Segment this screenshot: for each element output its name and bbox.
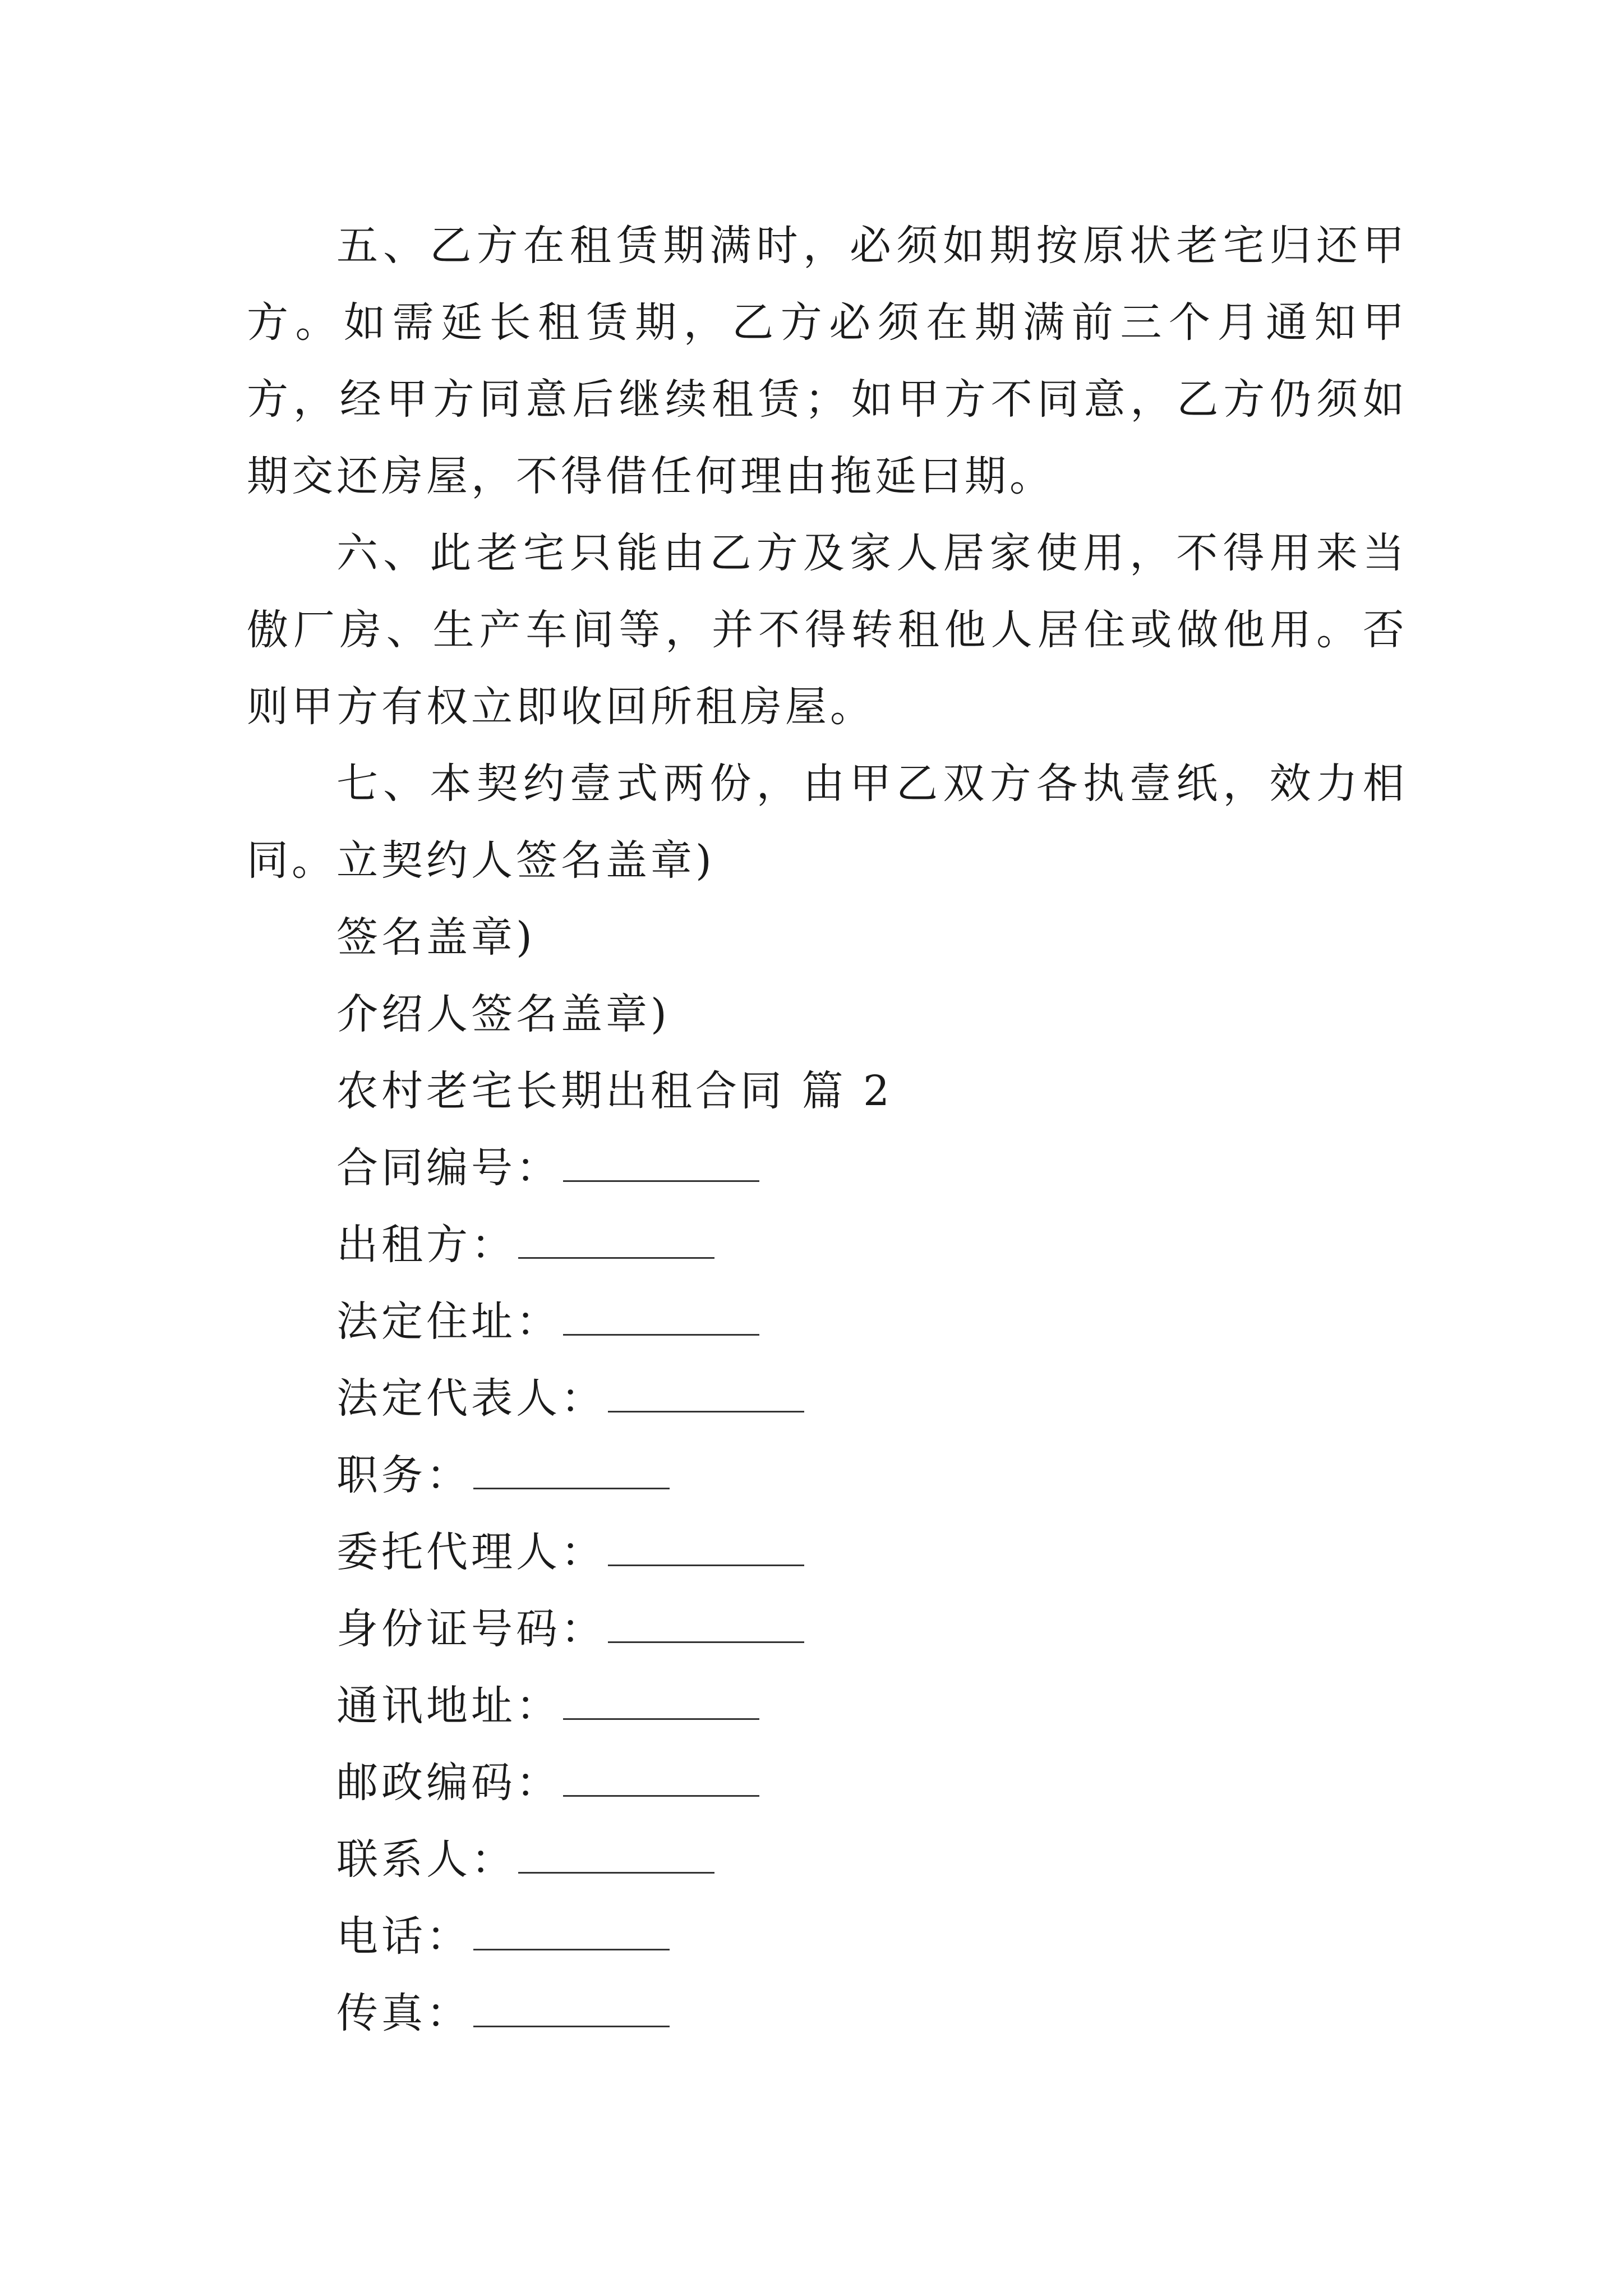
clause-five: 五、乙方在租赁期满时，必须如期按原状老宅归还甲方。如需延长租赁期，乙方必须在期满前三个月通知甲方，经甲方同意后继续租赁；如甲方不同意，乙方仍须如期交还房屋，不得借任何理由拖延曰期。	[247, 222, 1408, 500]
field-contact	[336, 1821, 714, 1898]
field-label: 合同编号：	[336, 1144, 561, 1192]
field-label: 职务：	[336, 1451, 471, 1499]
field-id-no	[336, 1591, 804, 1668]
field-mail-address	[336, 1668, 759, 1745]
field-position	[336, 1437, 670, 1514]
field-postcode	[336, 1745, 759, 1821]
fill-blank	[473, 1990, 670, 2027]
signature-line: 签名盖章)	[336, 913, 536, 961]
fill-blank	[518, 1836, 714, 1874]
field-label: 邮政编码：	[336, 1759, 561, 1807]
field-contract-no	[336, 1130, 759, 1207]
field-lessor	[336, 1207, 714, 1283]
fill-blank	[563, 1144, 759, 1182]
clause-six: 六、此老宅只能由乙方及家人居家使用，不得用来当傲厂房、生产车间等，并不得转租他人居住或做他用。否则甲方有权立即收回所租房屋。	[247, 529, 1408, 731]
introducer-signature: 介绍人签名盖章)	[336, 990, 670, 1038]
field-fax	[336, 1975, 670, 2052]
field-label: 委托代理人：	[336, 1528, 606, 1576]
fill-blank	[608, 1375, 804, 1412]
field-label: 电话：	[336, 1912, 471, 1961]
contractor-signature: 立契约人签名盖章)	[336, 836, 715, 885]
fill-blank	[608, 1605, 804, 1643]
fill-blank	[518, 1221, 714, 1259]
field-agent	[336, 1514, 804, 1591]
fill-blank	[563, 1759, 759, 1797]
fill-blank	[563, 1298, 759, 1336]
field-label: 法定住址：	[336, 1297, 561, 1346]
field-legal-rep	[336, 1360, 804, 1437]
fill-blank	[608, 1529, 804, 1566]
section-title: 农村老宅长期出租合同 篇 2	[336, 1067, 893, 1115]
fill-blank	[563, 1682, 759, 1720]
field-legal-address	[336, 1283, 759, 1360]
field-label: 传真：	[336, 1989, 471, 2037]
field-label: 法定代表人：	[336, 1374, 606, 1423]
clause-seven: 七、本契约壹式两份，由甲乙双方各执壹纸，效力相同。	[247, 760, 1408, 885]
field-label: 联系人：	[336, 1835, 516, 1884]
field-label: 出租方：	[336, 1221, 516, 1269]
field-label: 身份证号码：	[336, 1605, 606, 1653]
field-label: 通讯地址：	[336, 1682, 561, 1730]
fill-blank	[473, 1913, 670, 1950]
field-phone	[336, 1898, 670, 1975]
fill-blank	[473, 1452, 670, 1489]
